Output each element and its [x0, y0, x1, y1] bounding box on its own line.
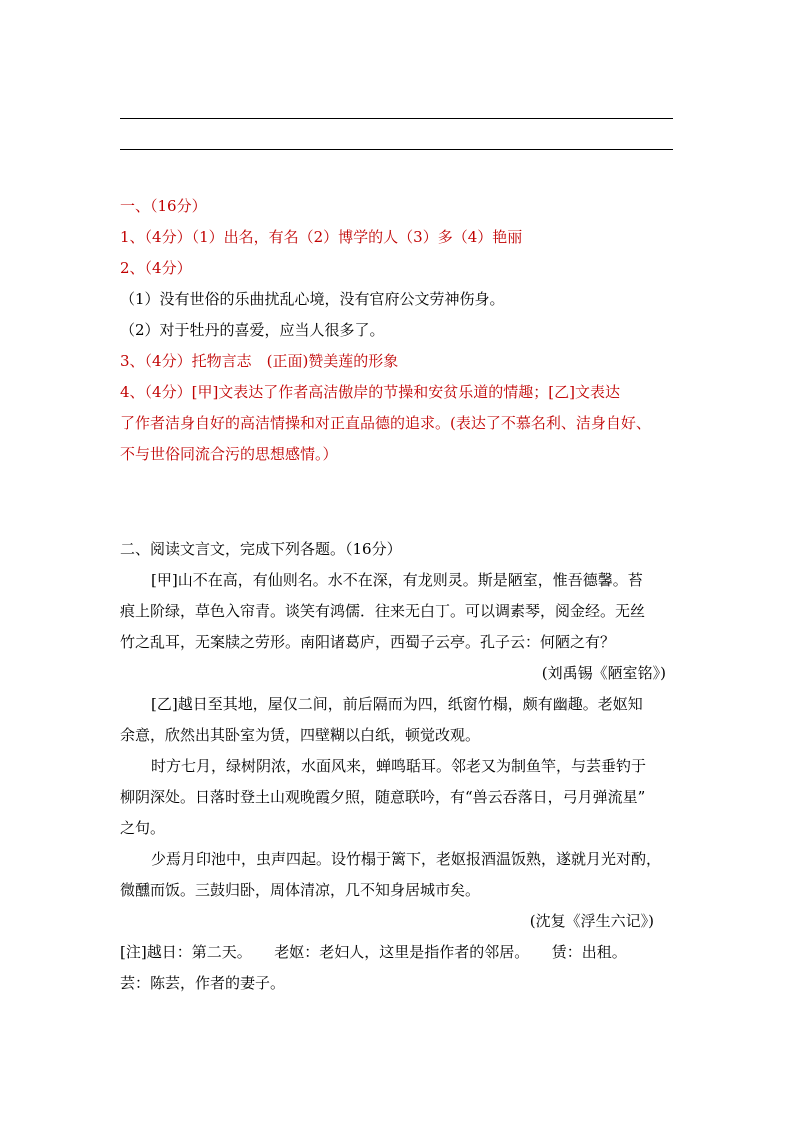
answer-q1: 1、（4分）（1）出名，有名（2）博学的人（3）多（4）艳丽	[120, 228, 523, 246]
passage-yi-p1-line2: 余意，欣然出其卧室为赁，四壁糊以白纸，顿觉改观。	[120, 726, 481, 744]
passage-jia-line1: [甲]山不在高，有仙则名。水不在深，有龙则灵。斯是陋室，惟吾德馨。苔	[151, 571, 643, 589]
passage-yi-p3-line1: 少焉月印池中，虫声四起。设竹榻于篱下，老妪报酒温饭熟，遂就月光对酌，	[151, 850, 662, 868]
answer-q4-line2: 了作者洁身自好的高洁情操和对正直品德的追求。(表达了不慕名利、洁身自好、	[120, 414, 651, 432]
answer-q2-label: 2、（4分）	[120, 259, 192, 277]
passage-yi-p1-line1: [乙]越日至其地，屋仅二间，前后隔而为四，纸窗竹榻，颇有幽趣。老妪知	[151, 695, 643, 713]
answer-line-2	[120, 149, 673, 150]
answers-heading: 一、（16分）	[120, 197, 207, 215]
answer-q2-b: （2）对于牡丹的喜爱，应当人很多了。	[120, 321, 385, 339]
answer-line-1	[120, 118, 673, 119]
passage-jia-line2: 痕上阶绿，草色入帘青。谈笑有鸿儒．往来无白丁。可以调素琴，阅金经。无丝	[120, 602, 646, 620]
note-line1: [注]越日：第二天。 老妪：老妇人，这里是指作者的邻居。 赁：出租。	[120, 943, 627, 961]
passage-yi-p3-line2: 微醺而饭。三鼓归卧，周体清凉，几不知身居城市矣。	[120, 881, 481, 899]
passage-yi-p2-line2: 柳阴深处。日落时登土山观晚霞夕照，随意联吟，有“兽云吞落日，弓月弹流星”	[120, 788, 646, 806]
answer-q4-line1: 4、（4分）[甲]文表达了作者高洁傲岸的节操和安贫乐道的情趣；[乙]文表达	[120, 383, 620, 401]
answer-q2-a: （1）没有世俗的乐曲扰乱心境，没有官府公文劳神伤身。	[120, 290, 505, 308]
passage-yi-source: (沈复《浮生六记》)	[529, 912, 654, 930]
answer-q4-line3: 不与世俗同流合污的思想感情。）	[120, 445, 338, 463]
answer-q3: 3、（4分）托物言志 (正面)赞美莲的形象	[120, 352, 399, 370]
section2-heading: 二、阅读文言文，完成下列各题。（16分）	[120, 540, 402, 558]
note-line2: 芸：陈芸，作者的妻子。	[120, 974, 286, 992]
passage-jia-source: (刘禹锡《陋室铭》)	[541, 664, 666, 682]
passage-yi-p2-line1: 时方七月，绿树阴浓，水面风来，蝉鸣聒耳。邻老又为制鱼竿，与芸垂钓于	[151, 757, 647, 775]
passage-yi-p2-line3: 之句。	[120, 819, 166, 837]
passage-jia-line3: 竹之乱耳，无案牍之劳形。南阳诸葛庐，西蜀子云亭。孔子云：何陋之有？	[120, 633, 616, 651]
